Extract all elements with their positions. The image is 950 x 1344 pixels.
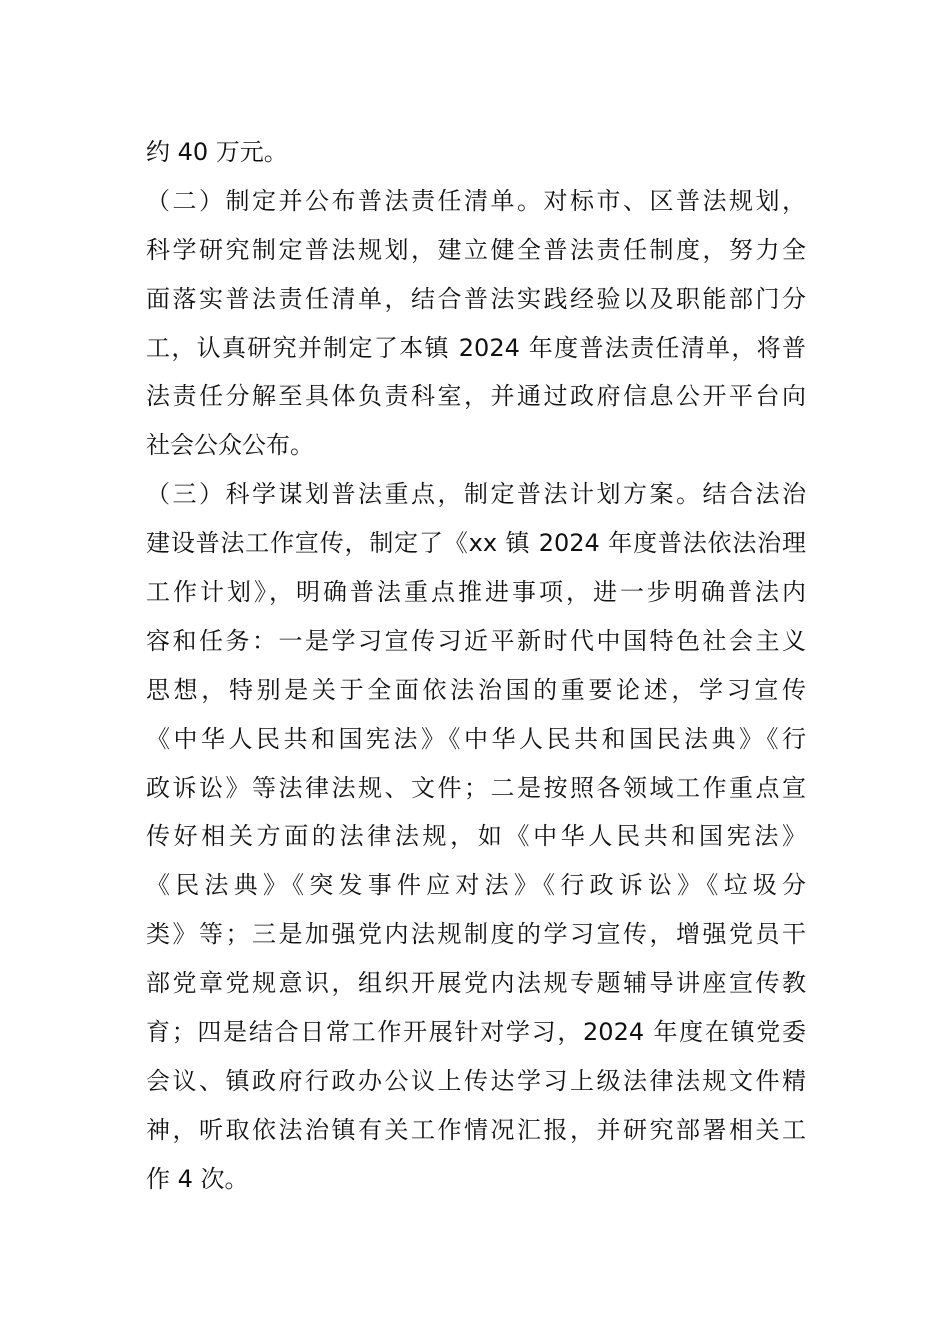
text-line: 神，听取依法治镇有关工作情况汇报，并研究部署相关工 <box>146 1115 806 1144</box>
text-line: 部党章党规意识，组织开展党内法规专题辅导讲座宣传教 <box>146 969 806 998</box>
text-line: 社会公众公布。 <box>146 431 314 460</box>
text-line: 《民法典》《突发事件应对法》《行政诉讼》《垃圾分 <box>146 871 806 900</box>
text-line: 建设普法工作宣传，制定了《xx 镇 2024 年度普法依法治理 <box>146 529 806 558</box>
text-line: 政诉讼》等法律法规、文件；二是按照各领域工作重点宣 <box>146 773 806 802</box>
text-line: 法责任分解至具体负责科室，并通过政府信息公开平台向 <box>146 382 806 411</box>
text-line: 容和任务：一是学习宣传习近平新时代中国特色社会主义 <box>146 626 806 655</box>
text-line: 约 40 万元。 <box>146 138 288 166</box>
paragraph-2 <box>146 177 806 470</box>
text-line: 类》等；三是加强党内法规制度的学习宣传，增强党员干 <box>146 920 806 949</box>
text-line: 育；四是结合日常工作开展针对学习，2024 年度在镇党委 <box>146 1018 806 1047</box>
text-line: 会议、镇政府行政办公议上传达学习上级法律法规文件精 <box>146 1066 806 1095</box>
document-body <box>146 128 806 1204</box>
text-line: 思想，特别是关于全面依法治国的重要论述，学习宣传 <box>146 675 806 704</box>
text-line: 工，认真研究并制定了本镇 2024 年度普法责任清单，将普 <box>146 333 806 362</box>
text-line: 面落实普法责任清单，结合普法实践经验以及职能部门分 <box>146 284 806 313</box>
text-line: 传好相关方面的法律法规，如《中华人民共和国宪法》 <box>146 822 806 851</box>
paragraph-3 <box>146 470 806 1203</box>
text-line: 科学研究制定普法规划，建立健全普法责任制度，努力全 <box>146 235 806 264</box>
text-line: 工作计划》，明确普法重点推进事项，进一步明确普法内 <box>146 578 806 607</box>
text-line: （二）制定并公布普法责任清单。对标市、区普法规划， <box>146 186 806 215</box>
text-line: 《中华人民共和国宪法》《中华人民共和国民法典》《行 <box>146 724 806 753</box>
text-line: （三）科学谋划普法重点，制定普法计划方案。结合法治 <box>146 480 806 509</box>
paragraph-1 <box>146 128 806 177</box>
text-line: 作 4 次。 <box>146 1164 249 1193</box>
